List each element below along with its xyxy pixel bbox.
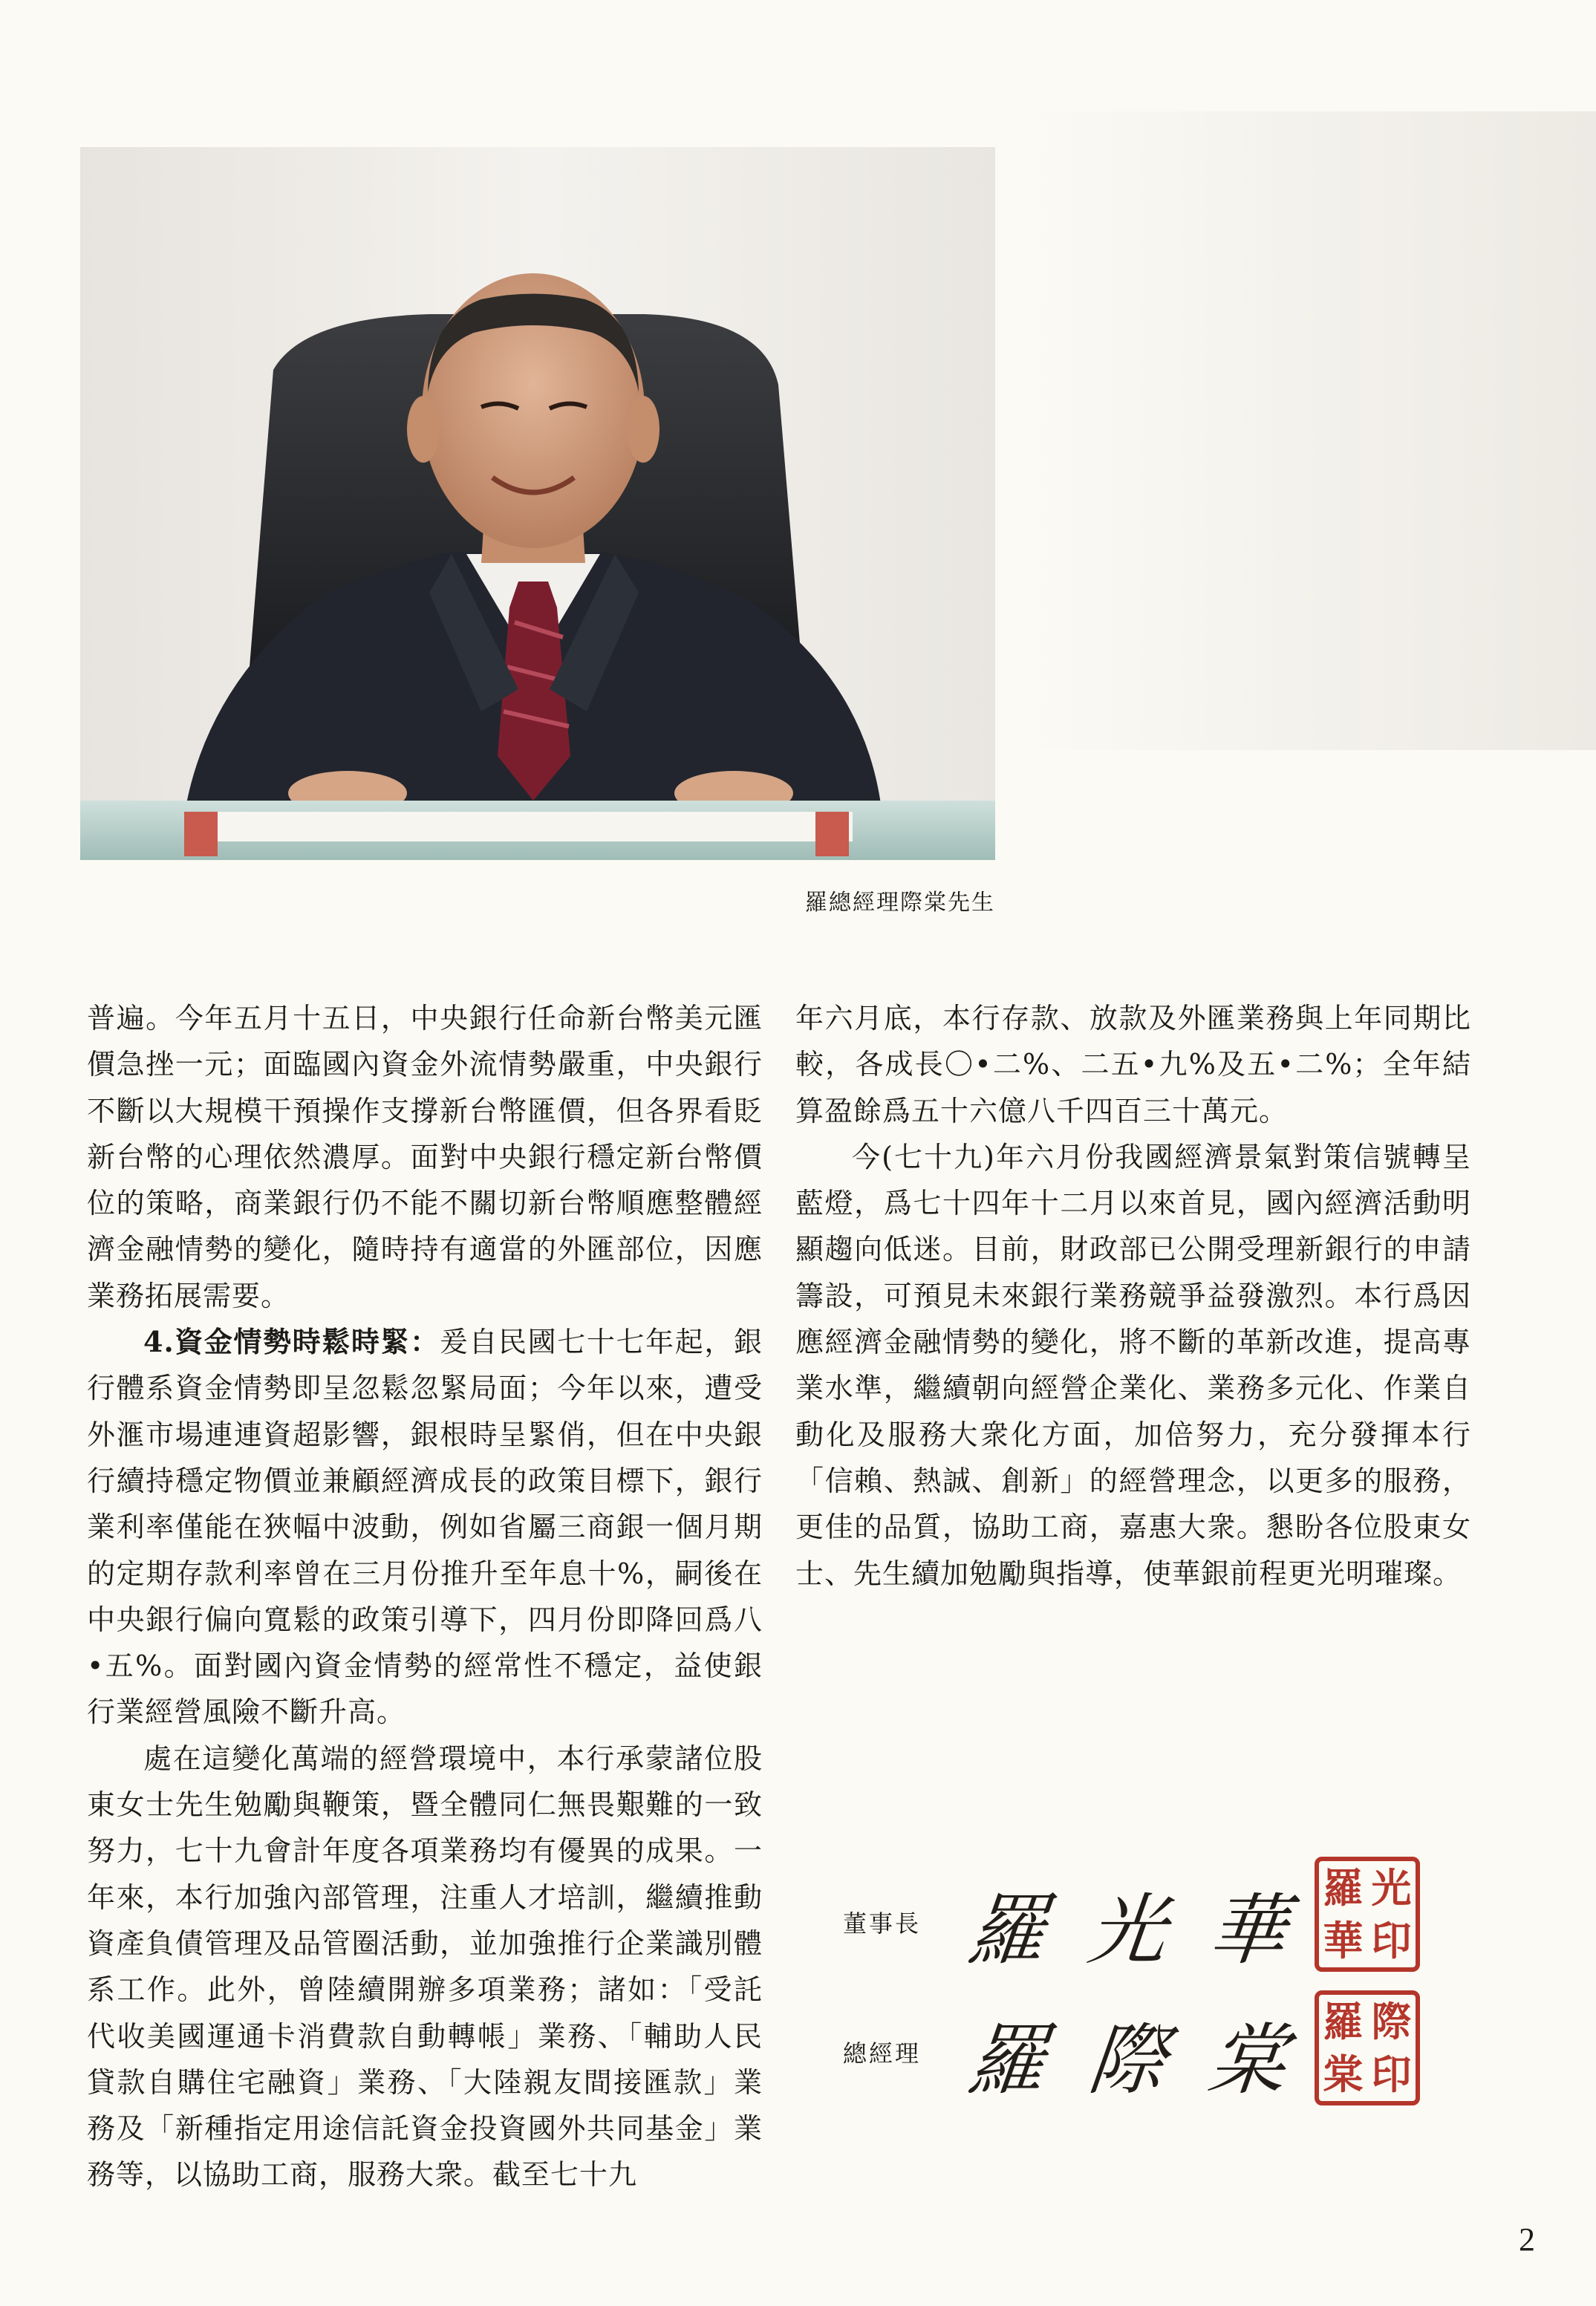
paragraph-text: 爰自民國七十七年起，銀行體系資金情勢即呈忽鬆忽緊局面；今年以來，遭受外滙市場連連資超影響，銀根時呈緊俏，但在中央銀行續持穩定物價並兼顧經濟成長的政策目標下，銀行業利率僅能在狹幅中波動，例如省屬三商銀一個月期的定期存款利率曾在三月份推升至年息十%，嗣後在中央銀行偏向寬鬆的政策引導下，四月份即降回爲八•五%。面對國內資金情勢的經常性不穩定，益使銀行業經營風險不斷升高。 [87, 1326, 763, 1729]
general-manager-seal: 羅 際 棠 印 [1315, 1990, 1420, 2105]
facing-page-bleed [1025, 111, 1596, 750]
paragraph: 年六月底，本行存款、放款及外匯業務與上年同期比較，各成長〇•二%、二五•九%及五•二%；全年結算盈餘爲五十六億八千四百三十萬元。 [795, 1002, 1471, 1127]
photo-caption: 羅總經理際棠先生 [805, 890, 995, 916]
paragraph [87, 1319, 763, 1736]
page-number: 2 [1519, 2221, 1535, 2258]
right-text-column [795, 995, 1471, 1597]
paragraph: 普遍。今年五月十五日，中央銀行任命新台幣美元匯價急挫一元；面臨國內資金外流情勢嚴重，中央銀行不斷以大規模干預操作支撐新台幣匯價，但各界看貶新台幣的心理依然濃厚。面對中央銀行穩定新台幣價位的策略，商業銀行仍不能不關切新台幣順應整體經濟金融情勢的變化，隨時持有適當的外匯部位，因應業務拓展需要。 [87, 1002, 763, 1312]
paragraph: 處在這變化萬端的經營環境中，本行承蒙諸位股東女士先生勉勵與鞭策，暨全體同仁無畏艱難的一致努力，七十九會計年度各項業務均有優異的成果。一年來，本行加強內部管理，注重人才培訓，繼續推動資產負債管理及品管圈活動，並加強推行企業識別體系工作。此外，曾陸續開辦多項業務；諸如：「受託代收美國運通卡消費款自動轉帳」業務、「輔助人民貸款自購住宅融資」業務、「大陸親友間接匯款」業務及「新種指定用途信託資金投資國外共同基金」業務等，以協助工商，服務大衆。截至七十九 [87, 1742, 763, 2192]
general-manager-signature: 羅際棠 [963, 2015, 1335, 2105]
portrait-photo [80, 147, 995, 860]
chairman-signature: 羅光華 [963, 1885, 1335, 1976]
general-manager-title: 總經理 [843, 2039, 922, 2068]
paragraph: 今(七十九)年六月份我國經濟景氣對策信號轉呈藍燈，爲七十四年十二月以來首見，國內經濟活動明顯趨向低迷。目前，財政部已公開受理新銀行的申請籌設，可預見未來銀行業務競爭益發激烈。本行爲因應經濟金融情勢的變化，將不斷的革新改進，提高專業水準，繼續朝向經營企業化、業務多元化、作業自動化及服務大衆化方面，加倍努力，充分發揮本行「信賴、熱誠、創新」的經營理念，以更多的服務，更佳的品質，協助工商，嘉惠大衆。懇盼各位股東女士、先生續加勉勵與指導，使華銀前程更光明璀璨。 [795, 1140, 1471, 1590]
chairman-seal: 羅 光 華 印 [1315, 1857, 1420, 1972]
chairman-title: 董事長 [843, 1909, 922, 1938]
paragraph-heading: 4.資金情勢時鬆時緊： [143, 1325, 440, 1359]
left-text-column [87, 995, 763, 2198]
